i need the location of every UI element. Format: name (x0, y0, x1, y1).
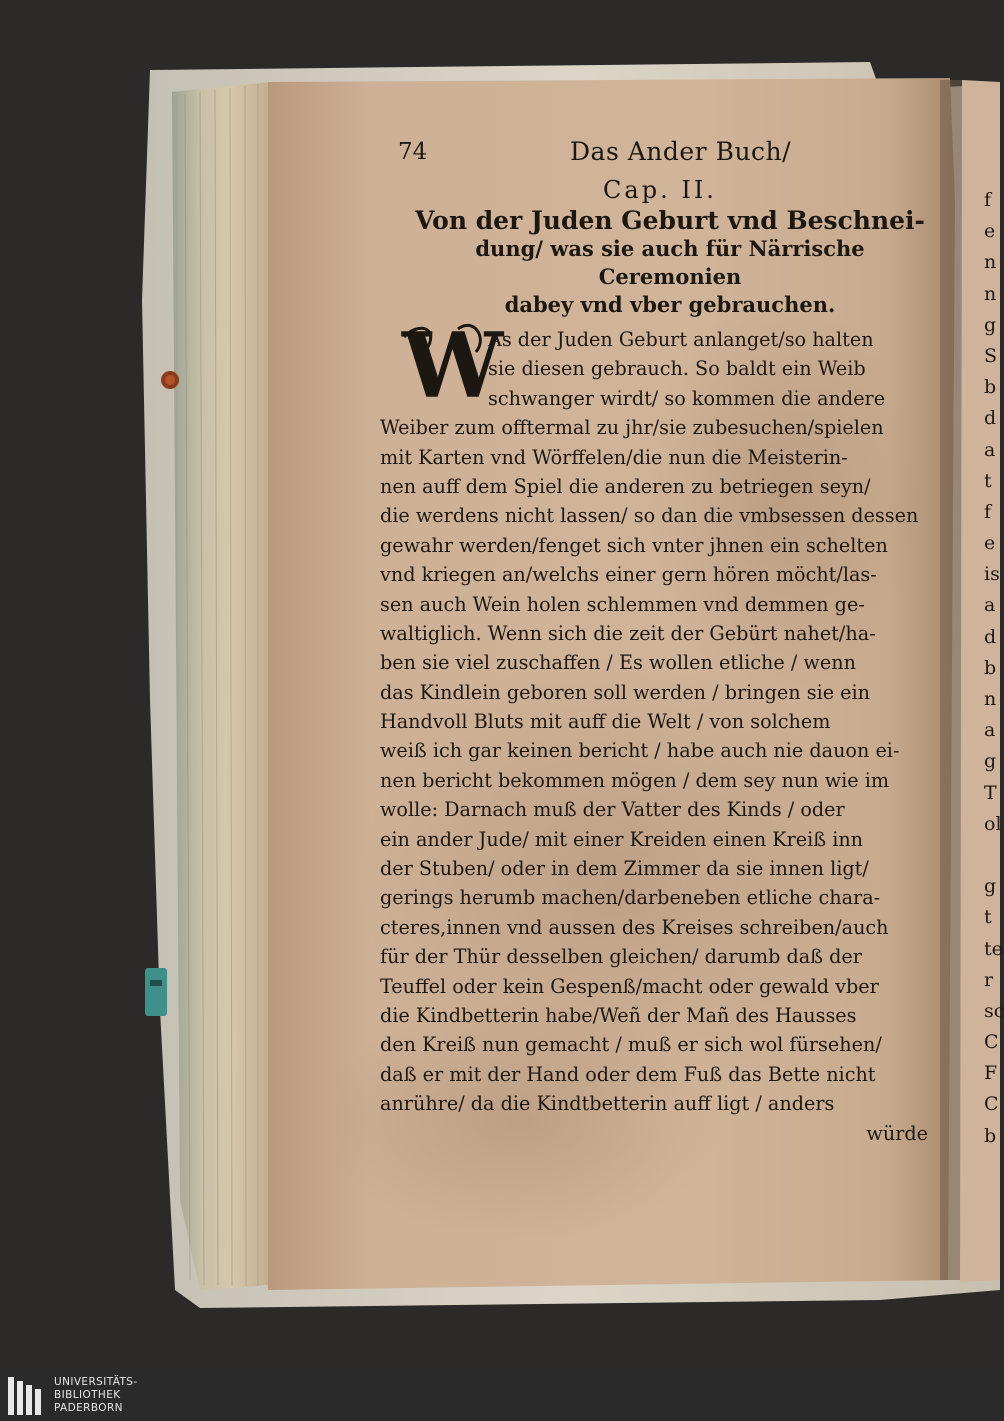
text-line: ein ander Jude/ mit einer Kreiden einen Kreiß inn (380, 827, 864, 851)
text-line: anrühre/ da die Kindtbetterin auff ligt / anders (380, 1092, 835, 1116)
text-line: daß er mit der Hand oder dem Fuß das Bette nicht (380, 1062, 876, 1086)
text-line: nen auff dem Spiel die anderen zu betriegen seyn/ (380, 474, 871, 498)
text-line: das Kindlein geboren soll werden / bringen sie ein (380, 680, 871, 704)
text-line: Weiber zum offtermal zu jhr/sie zubesuchen/spielen (380, 416, 884, 440)
fragment-letter: d (984, 625, 997, 648)
fragment-letter: T (984, 781, 997, 804)
text-line: sie diesen gebrauch. So baldt ein Weib (488, 357, 866, 381)
chapter-title (410, 207, 930, 319)
next-page-fragment (984, 185, 1004, 1152)
text-line: den Kreiß nun gemacht / muß er sich wol fürsehen/ (380, 1033, 882, 1057)
library-logo-icon (8, 1377, 46, 1415)
text-line: die werdens nicht lassen/ so dan die vmbsessen dessen (380, 504, 919, 528)
text-line: cteres,innen vnd aussen des Kreises schreiben/auch (380, 915, 889, 939)
fragment-letter (984, 840, 1000, 871)
fragment-letter: C (984, 1031, 999, 1054)
text-line: mit Karten vnd Wörffelen/die nun die Meisterin- (380, 445, 848, 469)
fragment-letter: te (984, 937, 1003, 960)
text-line: der Stuben/ oder in dem Zimmer da sie innen ligt/ (380, 857, 869, 881)
fragment-letter: g (984, 750, 997, 773)
chapter-title-line: dabey vnd vber gebrauchen. (504, 292, 836, 317)
fragment-letter: e (984, 220, 996, 243)
fragment-letter: ol (984, 812, 1002, 835)
text-line: nen bericht bekommen mögen / dem sey nun wie im (380, 768, 890, 792)
fragment-letter: t (984, 469, 992, 492)
text-line: As der Juden Geburt anlanget/so halten (488, 328, 874, 351)
fragment-letter: a (984, 594, 996, 617)
text-line: sen auch Wein holen schlemmen vnd demmen ge- (380, 592, 865, 616)
chapter-heading: Cap. II. (603, 176, 717, 204)
fragment-letter: n (984, 251, 997, 274)
page-number: 74 (398, 139, 428, 165)
fragment-letter: t (984, 906, 992, 929)
text-line: die Kindbetterin habe/Weñ der Mañ des Hausses (380, 1003, 857, 1027)
fragment-letter: a (984, 438, 996, 461)
fragment-letter: C (984, 1093, 999, 1116)
fragment-letter: n (984, 688, 997, 710)
text-line: ben sie viel zuschaffen / Es wollen etliche / wenn (380, 651, 856, 675)
page-header (380, 135, 940, 175)
running-head: Das Ander Buch/ (570, 137, 792, 166)
fragment-letter: d (984, 407, 997, 430)
decorative-initial-w (398, 313, 504, 419)
body-text (380, 313, 940, 1148)
text-line: gerings herumb machen/darbeneben etliche chara- (380, 886, 881, 910)
fragment-letter: g (984, 313, 997, 336)
fragment-letter: f (984, 189, 992, 211)
fragment-letter: f (984, 500, 992, 523)
fragment-letter: n (984, 282, 997, 305)
fragment-letter: sc (984, 999, 1004, 1022)
text-line: wolle: Darnach muß der Vatter des Kinds / oder (380, 798, 845, 822)
fragment-letter: b (984, 376, 997, 399)
text-line: Handvoll Bluts mit auff die Welt / von solchem (380, 710, 831, 734)
text-line: waltiglich. Wenn sich die zeit der Gebürt nahet/ha- (380, 621, 876, 645)
text-line: gewahr werden/fenget sich vnter jhnen ein schelten (380, 533, 888, 557)
text-line: schwanger wirdt/ so kommen die andere (488, 386, 886, 410)
page-left (380, 135, 940, 1148)
library-name-line: BIBLIOTHEK (54, 1389, 121, 1401)
decorative-initial-letter: W (402, 313, 504, 419)
library-name-line: PADERBORN (54, 1402, 123, 1414)
fragment-letter: g (984, 875, 997, 898)
text-line: für der Thür desselben gleichen/ darumb daß der (380, 945, 862, 969)
fragment-letter: r (984, 968, 994, 991)
text-line: vnd kriegen an/welchs einer gern hören möcht/las- (380, 563, 877, 587)
fragment-letter: is (984, 563, 1000, 586)
library-name (54, 1376, 138, 1415)
chapter-title-line: Von der Juden Geburt vnd Beschnei- (415, 206, 925, 235)
library-name-line: UNIVERSITÄTS- (54, 1376, 138, 1388)
fragment-letter: e (984, 532, 996, 555)
fragment-letter: a (984, 719, 996, 742)
fragment-letter: S (984, 344, 998, 367)
chapter-title-line: dung/ was sie auch für Närrische Ceremonien (475, 236, 865, 289)
fragment-letter: F (984, 1062, 998, 1085)
fragment-letter: b (984, 656, 997, 679)
catchword: würde (866, 1121, 928, 1145)
footer-bar (0, 1370, 1000, 1421)
text-line: Teuffel oder kein Gespenß/macht oder gewald vber (380, 974, 879, 998)
text-line: weiß ich gar keinen bericht / habe auch nie dauon ei- (380, 739, 900, 763)
fragment-letter: b (984, 1124, 997, 1147)
